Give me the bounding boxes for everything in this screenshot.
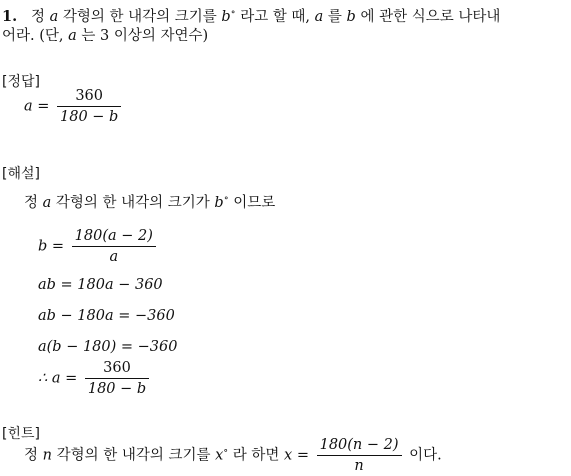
problem-text: 를 (327, 9, 342, 25)
math-lhs: b = (38, 238, 65, 255)
answer-label: [정답] (2, 74, 40, 90)
solution-step-3: ab − 180a = −360 (38, 308, 175, 324)
solution-intro (24, 190, 275, 212)
math-var: a (68, 28, 77, 44)
fraction-numerator: 180(a − 2) (72, 228, 156, 247)
hint-text: 정 (24, 447, 39, 464)
problem-text: 라고 할 때, (240, 9, 311, 25)
solution-step-1 (38, 228, 159, 265)
fraction (57, 88, 121, 125)
fraction-denominator: 180 − b (87, 381, 147, 397)
math-var: a (42, 195, 52, 211)
problem-text: 어라. (단, (2, 28, 64, 44)
hint-line (24, 437, 442, 474)
math-var: n (42, 447, 52, 464)
solution-text: 이므로 (233, 195, 276, 211)
solution-step-4: a(b − 180) = −360 (38, 339, 178, 355)
problem-text: 정 (30, 9, 45, 25)
solution-text: 정 (24, 195, 39, 211)
solution-text: 각형의 한 내각의 크기가 (55, 195, 210, 211)
problem-line-1 (2, 4, 500, 26)
math-var: b (214, 195, 224, 211)
problem-line-2 (2, 27, 208, 45)
problem-text: 각형의 한 내각의 크기를 (62, 9, 217, 25)
hint-label: [힌트] (2, 426, 40, 442)
fraction-denominator: 180 − b (60, 109, 119, 125)
math-var: a (314, 9, 324, 25)
fraction-numerator: 360 (85, 360, 149, 379)
math-lhs: x = (284, 447, 309, 464)
hint-text: 각형의 한 내각의 크기를 (56, 447, 211, 464)
degree-symbol: ∘ (223, 445, 229, 457)
math-var: b (221, 9, 231, 25)
solution-label: [해설] (2, 166, 40, 182)
math-lhs: a = (24, 98, 50, 115)
math-lhs: ∴ a = (38, 370, 78, 387)
problem-number: 1. (2, 8, 18, 25)
hint-text: 이다. (409, 447, 442, 464)
fraction-denominator: a (109, 249, 119, 265)
degree-symbol: ∘ (223, 193, 229, 204)
math-var: a (49, 9, 59, 25)
math-var: x (215, 447, 224, 464)
fraction-numerator: 360 (57, 88, 121, 107)
degree-symbol: ∘ (230, 7, 236, 18)
fraction-numerator: 180(n − 2) (317, 437, 402, 456)
hint-text: 라 하면 (232, 447, 280, 464)
solution-step-2: ab = 180a − 360 (38, 277, 163, 293)
fraction (317, 437, 402, 474)
fraction (72, 228, 156, 265)
answer-formula (24, 88, 124, 125)
fraction (85, 360, 149, 397)
math-var: b (346, 9, 356, 25)
fraction-denominator: n (354, 458, 364, 474)
solution-step-5 (38, 360, 152, 397)
problem-text: 에 관한 식으로 나타내 (360, 9, 501, 25)
problem-text: 는 3 이상의 자연수) (81, 28, 209, 44)
